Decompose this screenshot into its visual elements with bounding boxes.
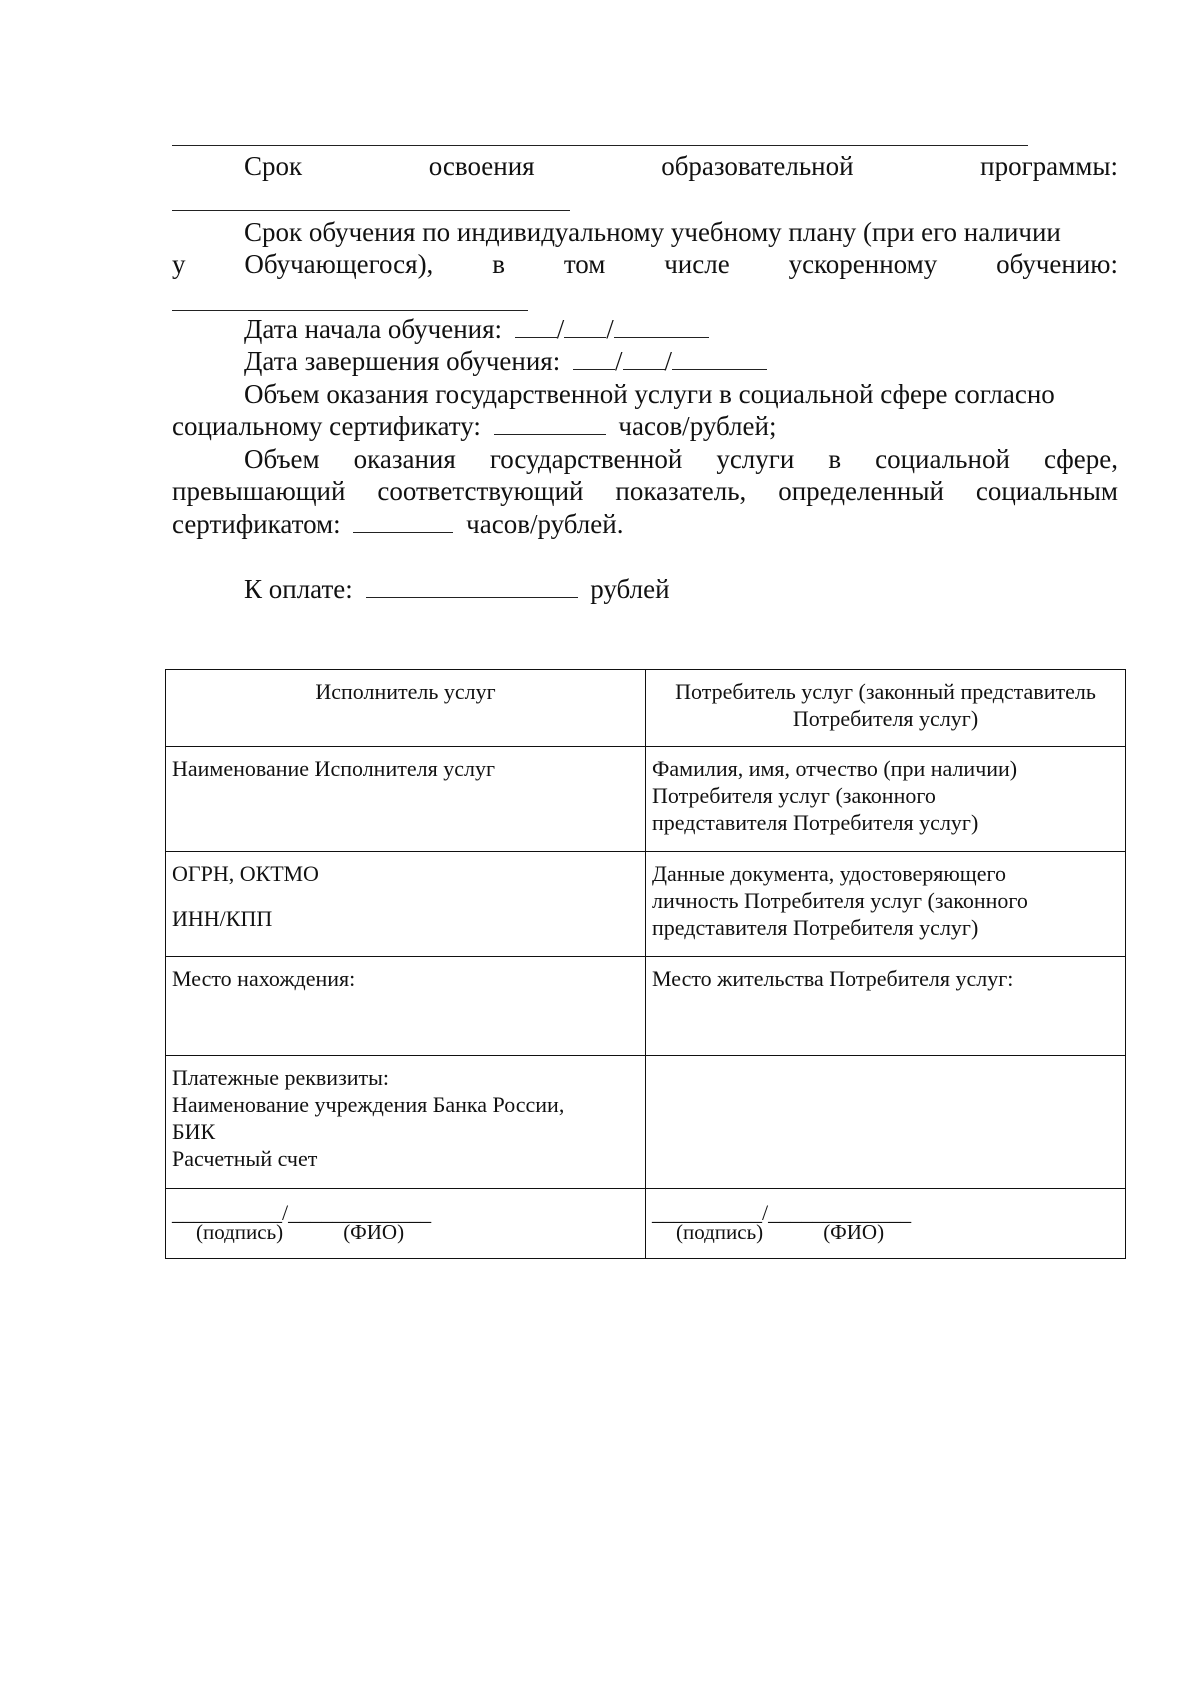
consumer-document-line3: представителя Потребителя услуг)	[652, 915, 979, 940]
header-executor-cell	[166, 670, 646, 747]
executor-name-label: Наименование Исполнителя услуг	[172, 756, 495, 781]
word: числе	[664, 249, 730, 279]
start-day-blank	[515, 315, 557, 338]
name-caption: (ФИО)	[823, 1220, 885, 1244]
volume1-blank	[494, 412, 606, 435]
word: Обучающегося),	[244, 249, 434, 279]
consumer-document-cell	[646, 852, 1126, 957]
header-consumer-line2: Потребителя услуг)	[792, 706, 979, 731]
empty-cell	[646, 1056, 1126, 1189]
consumer-document-line2: личность Потребителя услуг (законного	[652, 888, 1028, 913]
start-date-label: Дата начала обучения:	[244, 314, 503, 344]
parties-table	[165, 669, 1126, 1259]
date-separator: /	[614, 346, 623, 376]
word: услуги	[716, 444, 795, 474]
payment-details-line2: Наименование учреждения Банка России,	[172, 1092, 565, 1117]
word: государственной	[489, 444, 683, 474]
executor-signature-cell	[166, 1189, 646, 1259]
volume2-blank	[353, 510, 453, 533]
executor-signature-caption	[196, 1219, 404, 1246]
table-row	[166, 957, 1126, 1056]
word: соответствующий	[377, 476, 584, 506]
volume2-line3	[172, 508, 1118, 540]
executor-ids-cell	[166, 852, 646, 957]
volume1-unit: часов/рублей;	[618, 411, 777, 441]
signature-caption: (подпись)	[196, 1220, 284, 1244]
payment-label: К оплате:	[244, 574, 353, 604]
srok-individual-line1: Срок обучения по индивидуальному учебному плану (при его наличии	[244, 217, 1061, 247]
word: ускоренному	[788, 249, 938, 279]
word: в	[828, 444, 842, 474]
table-row	[166, 852, 1126, 957]
end-date-label: Дата завершения обучения:	[244, 346, 561, 376]
end-year-blank	[672, 347, 767, 370]
end-day-blank	[573, 347, 615, 370]
word: социальной	[875, 444, 1010, 474]
consumer-document-line1: Данные документа, удостоверяющего	[652, 861, 1006, 886]
ogrn-oktmo-label: ОГРН, ОКТМО	[172, 861, 319, 886]
word: том	[563, 249, 606, 279]
word: образовательной	[661, 151, 854, 181]
word: превышающий	[172, 476, 346, 506]
word: у	[172, 249, 186, 279]
start-date-line	[172, 313, 1190, 345]
consumer-name-line1: Фамилия, имя, отчество (при наличии)	[652, 756, 1018, 781]
executor-signature-line: __________/_____________	[172, 1200, 432, 1225]
payment-details-line4: Расчетный счет	[172, 1146, 318, 1171]
blank-line-srok-individual	[172, 310, 528, 311]
name-caption: (ФИО)	[343, 1220, 405, 1244]
volume2-unit: часов/рублей.	[466, 509, 624, 539]
word: обучению:	[996, 249, 1118, 279]
table-row	[166, 747, 1126, 852]
srok-osvoeniya-line	[172, 150, 1118, 182]
blank-line-top	[172, 145, 1028, 146]
volume1-line1: Объем оказания государственной услуги в социальной сфере согласно	[244, 379, 1055, 409]
start-year-blank	[614, 315, 709, 338]
date-separator: /	[556, 314, 565, 344]
table-row	[166, 1189, 1126, 1259]
header-consumer-line1: Потребитель услуг (законный представитель	[675, 679, 1096, 704]
consumer-residence-cell	[646, 957, 1126, 1056]
start-month-blank	[564, 315, 606, 338]
date-separator: /	[606, 314, 614, 344]
date-separator: /	[664, 346, 673, 376]
word: показатель,	[615, 476, 747, 506]
consumer-name-line2: Потребителя услуг (законного	[652, 783, 936, 808]
volume1-label: социальному сертификату:	[172, 411, 481, 441]
consumer-residence-label: Место жительства Потребителя услуг:	[652, 966, 1014, 991]
payment-blank	[366, 575, 578, 598]
word: программы:	[980, 151, 1118, 181]
volume1-line2	[172, 410, 1118, 442]
header-consumer-cell	[646, 670, 1126, 747]
payment-details-line3: БИК	[172, 1119, 216, 1144]
consumer-name-cell	[646, 747, 1126, 852]
end-month-blank	[623, 347, 665, 370]
table-row	[166, 670, 1126, 747]
word: оказания	[353, 444, 456, 474]
word: определенный	[778, 476, 944, 506]
payment-details-cell	[166, 1056, 646, 1189]
word: Срок	[244, 151, 303, 181]
payment-line	[172, 573, 1190, 605]
executor-location-cell	[166, 957, 646, 1056]
word: в	[492, 249, 505, 279]
word: социальным	[975, 476, 1118, 506]
volume2-label: сертификатом:	[172, 509, 341, 539]
word: сфере,	[1043, 444, 1118, 474]
signature-caption: (подпись)	[676, 1220, 764, 1244]
executor-name-cell	[166, 747, 646, 852]
consumer-signature-caption	[676, 1219, 884, 1246]
payment-unit: рублей	[590, 574, 670, 604]
executor-location-label: Место нахождения:	[172, 966, 356, 991]
srok-individual-line2	[172, 248, 1118, 280]
payment-details-line1: Платежные реквизиты:	[172, 1065, 390, 1090]
consumer-signature-cell	[646, 1189, 1126, 1259]
consumer-name-line3: представителя Потребителя услуг)	[652, 810, 979, 835]
inn-kpp-label: ИНН/КПП	[172, 906, 273, 931]
end-date-line	[172, 345, 1190, 377]
volume2-line1	[172, 443, 1118, 475]
table-row	[166, 1056, 1126, 1189]
volume2-line2	[172, 475, 1118, 507]
word: Объем	[244, 444, 320, 474]
header-executor: Исполнитель услуг	[315, 679, 496, 704]
consumer-signature-line: __________/_____________	[652, 1200, 912, 1225]
blank-line-srok-osvoeniya	[172, 210, 570, 211]
word: освоения	[428, 151, 535, 181]
